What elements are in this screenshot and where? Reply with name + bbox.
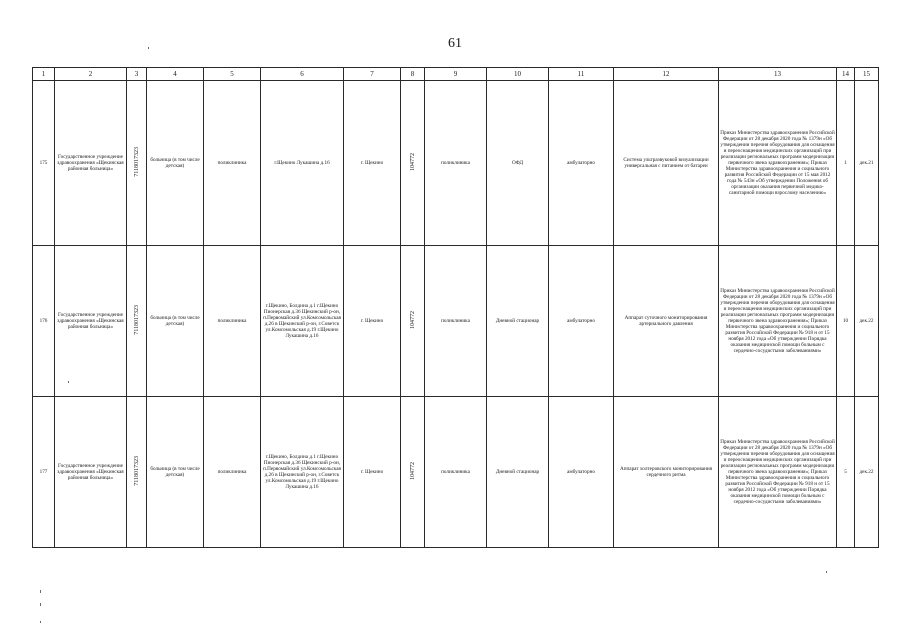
header-cell: 10 <box>487 68 549 81</box>
header-cell: 3 <box>127 68 147 81</box>
unit: поликлиника <box>425 246 487 397</box>
legal-basis: Приказ Министерства здравоохранения Российской Федерации от 28 декабря 2020 года № 1379н «Об утверждении перечня оборудования для оснащения и переоснащения медицинских организаций при реализации региональных программ модернизации первичного звена здравоохранения»; Приказ Министерства здравоохранения и социального развития Российской Федерации № 918 н от 15 ноября 2012 года «Об утверждении Порядка оказания медицинской помощи больным с сердечно-сосудистыми заболеваниями» <box>719 246 837 397</box>
scan-speck <box>40 590 41 593</box>
subunit: Дневной стационар <box>487 397 549 548</box>
inn-value: 7118017323 <box>133 147 140 177</box>
department: поликлиника <box>204 81 261 246</box>
deadline: дек.22 <box>855 246 879 397</box>
address: г.Щекино, Болдина д.1 г.Щекино Пионерская д.36 Щекинский р-он, п.Первомайский ул.Комсомольская д.26 в Щекинский р-он, г.Советск ул.Комсомольская д.19 г.Щекино Лукашина д.16 <box>261 246 344 397</box>
header-cell: 15 <box>855 68 879 81</box>
organization-type: больница (в том числе детская) <box>147 81 204 246</box>
quantity: 10 <box>837 246 855 397</box>
header-cell: 13 <box>719 68 837 81</box>
header-cell: 8 <box>401 68 425 81</box>
header-cell: 7 <box>344 68 401 81</box>
header-cell: 2 <box>55 68 127 81</box>
department: поликлиника <box>204 246 261 397</box>
unit: поликлиника <box>425 397 487 548</box>
header-cell: 11 <box>549 68 614 81</box>
address: г.Щекино, Болдина д.1 г.Щекино Пионерская д.36 Щекинский р-он, п.Первомайский ул.Комсомольская д.26 в Щекинский р-он, г.Советск ул.Комсомольская д.19 г.Щекино Лукашина д.16 <box>261 397 344 548</box>
organization-name: Государственное учреждение здравоохранения «Щекинская районная больница» <box>55 81 127 246</box>
row-number: 177 <box>33 397 55 548</box>
table-row <box>33 397 879 548</box>
city: г. Щекино <box>344 81 401 246</box>
row-number: 176 <box>33 246 55 397</box>
code-cell <box>401 397 425 548</box>
quantity: 1 <box>837 81 855 246</box>
row-number: 175 <box>33 81 55 246</box>
header-cell: 12 <box>614 68 719 81</box>
inn-cell <box>127 81 147 246</box>
code-cell <box>401 81 425 246</box>
subunit: Дневной стационар <box>487 246 549 397</box>
code-value: 104772 <box>409 462 416 480</box>
scan-speck <box>40 621 41 623</box>
inn-value: 7118017323 <box>133 456 140 486</box>
legal-basis: Приказ Министерства здравоохранения Российской Федерации от 28 декабря 2020 года № 1379н «Об утверждении перечня оборудования для оснащения и переоснащения медицинских организаций при реализации региональных программ модернизации первичного звена здравоохранения»; Приказ Министерства здравоохранения и социального развития Российской Федерации № 918 н от 15 ноября 2012 года «Об утверждении Порядка оказания медицинской помощи больным с сердечно-сосудистыми заболеваниями» <box>719 397 837 548</box>
care-form: амбулаторно <box>549 81 614 246</box>
equipment-name: Аппарат суточного мониторирования артериального давления <box>614 246 719 397</box>
equipment-name: Аппарат холтеровского мониторирования сердечного ритма <box>614 397 719 548</box>
header-cell: 9 <box>425 68 487 81</box>
address: г.Щекино Лукашина д.16 <box>261 81 344 246</box>
header-cell: 1 <box>33 68 55 81</box>
code-cell <box>401 246 425 397</box>
scan-speck <box>148 47 149 49</box>
department: поликлиника <box>204 397 261 548</box>
deadline: дек.21 <box>855 81 879 246</box>
organization-type: больница (в том числе детская) <box>147 246 204 397</box>
code-value: 104772 <box>409 153 416 171</box>
unit: поликлиника <box>425 81 487 246</box>
organization-name: Государственное учреждение здравоохранения «Щекинская районная больница» <box>55 246 127 397</box>
scan-speck <box>826 571 827 573</box>
table-row <box>33 246 879 397</box>
equipment-table <box>32 67 879 548</box>
inn-cell <box>127 246 147 397</box>
header-cell: 6 <box>261 68 344 81</box>
header-cell: 5 <box>204 68 261 81</box>
legal-basis: Приказ Министерства здравоохранения Российской Федерации от 28 декабря 2020 года № 1379н «Об утверждении перечня оборудования для оснащения и переоснащения медицинских организаций при реализации региональных программ модернизации первичного звена здравоохранения»; Приказ Министерства здравоохранения и социального развития Российской Федерации от 15 мая 2012 года № 543н «Об утверждении Положения об организации оказания первичной медико-санитарной помощи взрослому населению» <box>719 81 837 246</box>
city: г. Щекино <box>344 246 401 397</box>
care-form: амбулаторно <box>549 246 614 397</box>
page-number: 61 <box>448 36 462 51</box>
header-row <box>33 68 879 81</box>
table-row <box>33 81 879 246</box>
header-cell: 4 <box>147 68 204 81</box>
code-value: 104772 <box>409 311 416 329</box>
inn-cell <box>127 397 147 548</box>
subunit: ОФД <box>487 81 549 246</box>
deadline: дек.22 <box>855 397 879 548</box>
inn-value: 7118017323 <box>133 305 140 335</box>
header-cell: 14 <box>837 68 855 81</box>
organization-name: Государственное учреждение здравоохранения «Щекинская районная больница» <box>55 397 127 548</box>
equipment-name: Система ультразвуковой визуализации универсальная с питанием от батареи <box>614 81 719 246</box>
organization-type: больница (в том числе детская) <box>147 397 204 548</box>
quantity: 5 <box>837 397 855 548</box>
city: г. Щекино <box>344 397 401 548</box>
care-form: амбулаторно <box>549 397 614 548</box>
scan-speck <box>68 381 69 383</box>
scan-speck <box>40 603 41 606</box>
